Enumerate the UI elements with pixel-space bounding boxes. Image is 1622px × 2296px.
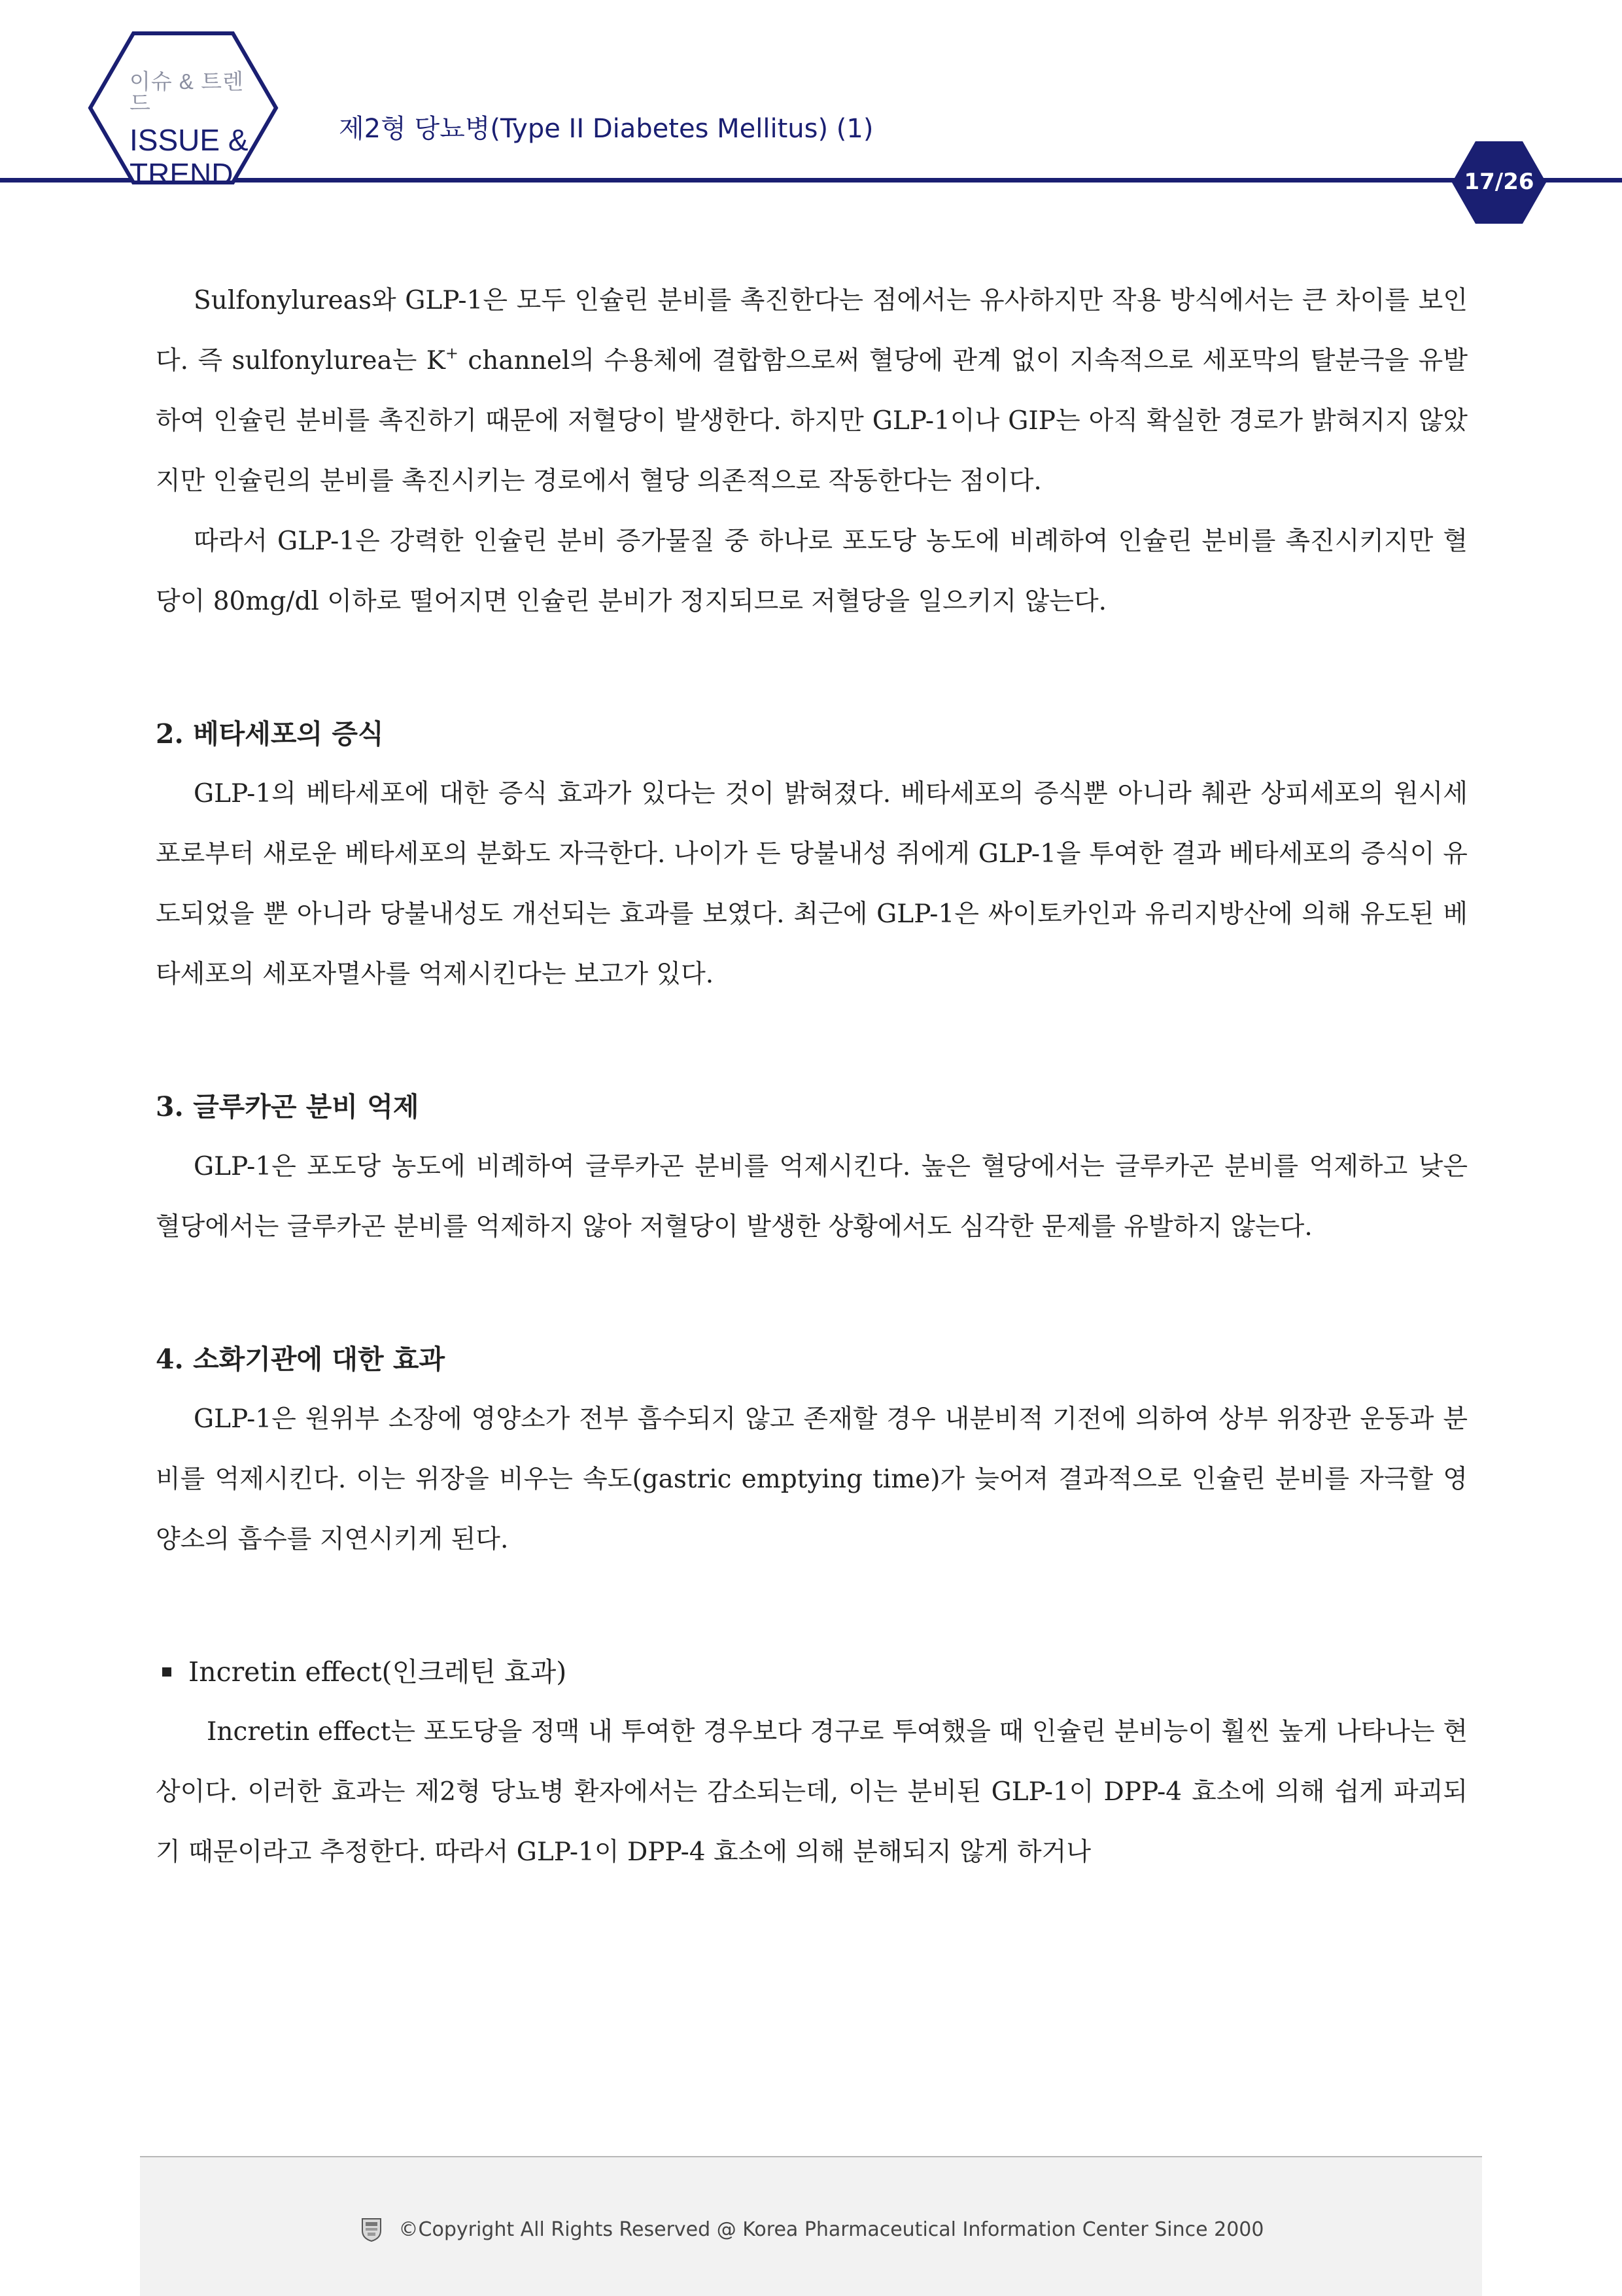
logo-line-2: TREND — [129, 157, 233, 191]
section-body-digestive: GLP-1은 원위부 소장에 영양소가 전부 흡수되지 않고 존재할 경우 내분비적 기전에 의하여 상부 위장관 운동과 분비를 억제시킨다. 이는 위장을 비우는 속도(gastric emptying time)가 늦어져 결과적으로 인슐린 분비를 자극할 영양소의 흡수를 지연시키게 된다. — [156, 1404, 1468, 1554]
copyright-text: ©Copyright All Rights Reserved @ Korea Pharmaceutical Information Center Since 2000 — [398, 2218, 1264, 2241]
page-number: 17/26 — [1464, 169, 1534, 195]
intro-paragraph-2: 따라서 GLP-1은 강력한 인슐린 분비 증가물질 중 하나로 포도당 농도에 비례하여 인슐린 분비를 촉진시키지만 혈당이 80mg/dl 이하로 떨어지면 인슐린 분비가 정지되므로 저혈당을 일으키지 않는다. — [156, 527, 1468, 616]
intro-text-b: channel의 수용체에 결합함으로써 혈당에 관계 없이 지속적으로 세포막의 탈분극을 유발하여 인슐린 분비를 촉진하기 때문에 저혈당이 발생한다. 하지만 GLP-1이나 GIP는 아직 확실한 경로가 밝혀지지 않았지만 인슐린의 분비를 촉진시키는 경로에서 혈당 의존적으로 작동한다는 점이다. — [156, 346, 1468, 496]
incretin-body: Incretin effect는 포도당을 정맥 내 투여한 경우보다 경구로 투여했을 때 인슐린 분비능이 훨씬 높게 나타나는 현상이다. 이러한 효과는 제2형 당뇨병 환자에서는 감소되는데, 이는 분비된 GLP-1이 DPP-4 효소에 의해 쉽게 파괴되기 때문이라고 추정한다. 따라서 GLP-1이 DPP-4 효소에 의해 분해되지 않게 하거나 — [156, 1717, 1468, 1867]
section-heading-glucagon: 3. 글루카곤 분비 억제 — [156, 1091, 419, 1122]
section-heading-digestive: 4. 소화기관에 대한 효과 — [156, 1344, 445, 1375]
footer-copyright-row — [140, 2216, 1482, 2242]
footer — [140, 2156, 1482, 2296]
section-body-beta-cell: GLP-1의 베타세포에 대한 증식 효과가 있다는 것이 밝혀졌다. 베타세포의 증식뿐 아니라 췌관 상피세포의 원시세포로부터 새로운 베타세포의 분화도 자극한다. 나이가 든 당불내성 쥐에게 GLP-1을 투여한 결과 베타세포의 증식이 유도되었을 뿐 아니라 당불내성도 개선되는 효과를 보였다. 최근에 GLP-1은 싸이토카인과 유리지방산에 의해 유도된 베타세포의 세포자멸사를 억제시킨다는 보고가 있다. — [156, 779, 1468, 989]
section-body-glucagon: GLP-1은 포도당 농도에 비례하여 글루카곤 분비를 억제시킨다. 높은 혈당에서는 글루카곤 분비를 억제하고 낮은 혈당에서는 글루카곤 분비를 억제하지 않아 저혈당이 발생한 상황에서도 심각한 문제를 유발하지 않는다. — [156, 1152, 1468, 1242]
section-heading-beta-cell: 2. 베타세포의 증식 — [156, 718, 384, 750]
logo-text — [129, 71, 260, 191]
bullet-square-icon — [162, 1667, 171, 1677]
document-title: 제2형 당뇨병(Type II Diabetes Mellitus) (1) — [339, 114, 874, 144]
page-number-badge — [1451, 140, 1547, 225]
logo-line-1: ISSUE & — [129, 123, 249, 157]
document-body — [156, 271, 1468, 1883]
intro-paragraph-1 — [156, 271, 1468, 512]
logo-subtitle: 이슈 & 트렌드 — [129, 69, 244, 115]
intro-text-a: Sulfonylureas와 GLP-1은 모두 인슐린 분비를 촉진한다는 점에서는 유사하지만 작용 방식에서는 큰 차이를 보인다. 즉 sulfonylurea는 K — [156, 286, 1468, 375]
incretin-heading — [156, 1642, 1468, 1702]
incretin-heading-text: Incretin effect(인크레틴 효과) — [188, 1656, 567, 1688]
potassium-superscript: + — [445, 344, 459, 362]
kpic-seal-icon — [358, 2216, 385, 2242]
